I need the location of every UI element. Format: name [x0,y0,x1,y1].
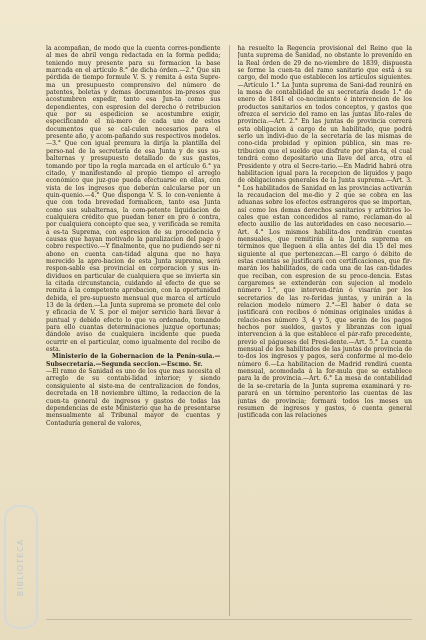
column-divider [229,45,230,616]
text-columns [46,45,412,616]
section-heading: Ministerio de la Gobernacion de la Penín-sula.—Subsecretaría.—Segunda seccion.—Escmo. Sr. [46,353,221,368]
stamp-text: BIBLIOTECA [16,538,26,596]
right-column [238,45,413,616]
paragraph: la acompañan, de modo que la cuenta corres-pondiente al mes de abril venga redactada en la forma pedida; teniendo muy presente para su formacion la base marcada en el artículo 8.° de dicha órden.—2.° Que sin pérdida de tiempo formule V. S. y remita á esta Supre-ma un presupuesto comprensivo del número de patentes, boletas y demas documentos im-presos que acostumbren expedir, tanto esa Jun-ta como sus dependientes, con espresion del derecho ó retribucion que por su espedicion se acostumbre exigir, especificando el nú-mero de cada uno de estos documentos que se cal-culen necesarios para el presente año, y acom-pañando sus respectivos modelos.—3.° Que con igual premura la dirija la plantilla del perso-nal de la secretaría de esa Junta y de sus su-balternas y presupuesto detallado de sus gastos, tomando por tipo la regla marcada en el artículo 6.° ya citado, y manifestando al propio tiempo el arreglo económico que juz-gue pueda efectuarse en ellas, con vista de los ingresos que deberán calcularse por un quin-quenio.—4.° Que disponga V. S. lo con-veniente á que con toda brevedad formalicen, tanto esa Junta como sus subalternas, la com-petente liquidacion de cualquiera crédito que puedan tener en pro ó contra, por cualquiera concepto que sea, y verificada se remita á es-ta Suprema, con espresion de su procedencia y causas que hayan motivado la paralizacion del pago ó cobro respectivo.—Y finalmente, que no pudiendo ser ni abono en cuenta can-tidad alguna que no haya merecido la apro-bacion de esta Junta suprema, será respon-sable esa provincial en corporacion y sus in-dividuos en particular de cualquiera que se invierta sin la citada circunstancia, cuidando al efecto de que se remita á la competente aprobacion, con la oportunidad debida, el pre-supuesto mensual que marca el artículo 13 de la órden.—La Junta suprema se promete del celo y eficacia de V. S. por el mejor servicio hará llevar á puntual y debido efecto lo que va ordenado, tomando para ello cuantas determinaciones juzgue oportunas; dándole aviso de cualquiera incidente que pueda ocurrir en el particular, como igualmente del recibo de esta. [46,45,221,354]
left-column [46,45,221,616]
paragraph: —El ramo de Sanidad es uno de los que mas necesita el arreglo de su contabi-lidad interior; y siendo consiguiente al siste-ma de centralizacion de fondos, decretada en 18 noviembre último, la redaccion de la cuen-ta general de ingresos y gastos de todas las dependencias de este Ministerio que ha de presentarse mensualmente al Tribunal mayor de cuentas y Contaduría general de valores, [46,368,221,427]
library-stamp [4,505,38,629]
paragraph: ha resuelto la Regencia provisional del Reino que la Junta suprema de Sanidad, no obstante lo prevenido en la Real órden de 29 de no-viembre de 1839, dispuesta se forme la cuen-ta del ramo sanitario que está á su cargo, del modo que establecen los artículos siguientes.—Artículo 1.° La Junta suprema de Sani-dad reunirá en la mesa de contabilidad de su secretaría desde 1.° de enero de 1841 el co-nocimiento é intervencion de los productos sanitarios en todos conceptos, y gastos que ofrezca el servicio del ramo en las juntas lito-rales de provincia.—Art. 2.° En las juntas de provincia correrá esta obligacion á cargo de un habilitado, que podrá serlo un indivi-duo de la secretaría de las mismas de cono-cida probidad y opinion pública, sin mas re-tribucion que el sueldo que disfrute por plan-ta, el cual tendrá como depositario una llave del arca, otra el Presidente y otra el Secre-tario.—En Madrid habrá otra habilitacion igual para la recepcion de líquidos y pago de obligaciones generales de la Junta suprema.—Art. 3.° Los habilitados de Sanidad en las provincias activarán la recaudacion del me-dio y 2 que se cobra en las aduanas sobre los efectos estrangeros que se importan, así como los demas derechos sanitarios y arbitrios lo-cales que estan concedidos al ramo, reclaman-do al efecto auxilio de las autoridades en caso necesario.—Art. 4.° Los mismos habilita-dos rendirán cuentas mensuales, que remitirán á la Junta suprema en términos que lleguen á ella antes del dia 15 del mes siguiente al que pertenezcan.—El cargo ó débito de estas cuentas se justificará con certificaciones, que fir-marán los habilitados, de cada una de las can-tidades que reciban, con espresion de su proce-dencia. Estas cargaremes se extenderán con sujecion al modelo número 1.°, que interven-drán ó visarán por los secretarios de las re-feridas juntas, y unirán a la relacion modelo número 2.°—El haber ó data se justificará con recibos ó nóminas originales unidas á relacio-nes número 3, 4 y 5, que serán de los pagos hechos por sueldos, gastos y libranzas con igual intervencion á la que establece el pár-rafo precedente, previo el págueses del Presi-dente.—Art. 5.° La cuenta mensual de los habilitados de las juntas de provincia de to-dos los ingresos y pagos, será conforme al mo-delo número 6.—La habilitacion de Madrid rendirá cuenta mensual, acomodada á la for-mula que se establece para la de provincia.—Art. 6.° La mesa de contabilidad de la se-cretaría de la Junta suprema examinará y re-parará en un término perentorio las cuentas de las juntas de provincia; formará todos los meses un resumen de ingresos y gastos, ó cuenta general justificada con las relaciones [237,45,412,420]
bottom-rule [46,619,412,620]
